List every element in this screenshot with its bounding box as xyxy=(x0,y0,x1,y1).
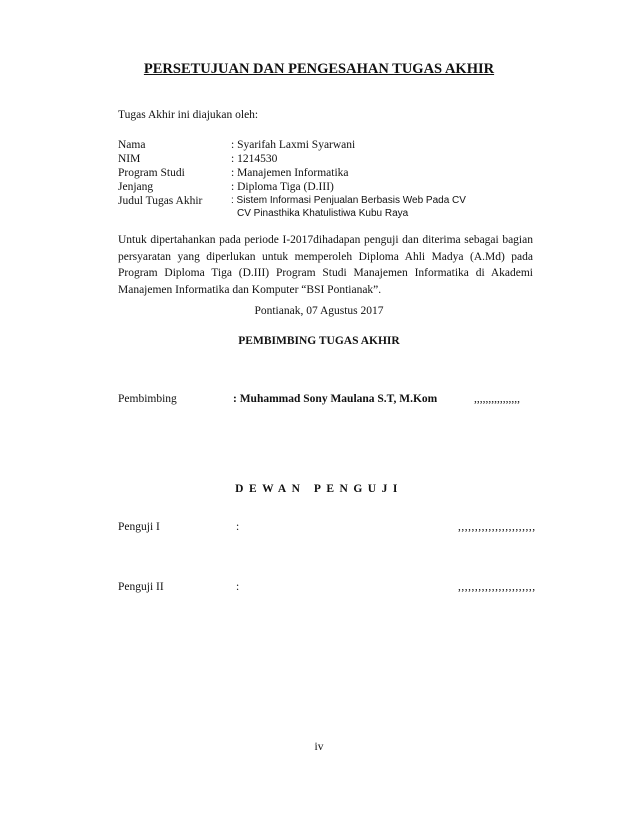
place-date: Pontianak, 07 Agustus 2017 xyxy=(254,305,384,317)
pembimbing-heading: PEMBIMBING TUGAS AKHIR xyxy=(238,335,400,347)
pembimbing-name: : Muhammad Sony Maulana S.T, M.Kom xyxy=(233,393,438,405)
field-label-nama: Nama xyxy=(118,139,146,151)
field-label-jenjang: Jenjang xyxy=(118,181,154,193)
intro-text: Tugas Akhir ini diajukan oleh: xyxy=(118,109,259,121)
field-value-nim: : 1214530 xyxy=(231,153,278,165)
pembimbing-signature-line: ,,,,,,,,,,,,,,,, xyxy=(474,393,520,405)
penguji-1-signature-line: ,,,,,,,,,,,,,,,,,,,,,,, xyxy=(458,521,536,533)
penguji-2-colon: : xyxy=(236,581,240,593)
penguji-1-colon: : xyxy=(236,521,240,533)
field-value-nama: : Syarifah Laxmi Syarwani xyxy=(231,139,356,151)
dewan-penguji-heading: DEWAN PENGUJI xyxy=(235,483,403,495)
pembimbing-label: Pembimbing xyxy=(118,393,177,405)
field-label-program-studi: Program Studi xyxy=(118,167,185,179)
body-paragraph: Untuk dipertahankan pada periode I-2017dihadapan penguji dan diterima sebagai bagian persyaratan yang diperlukan untuk memperoleh Diploma Ahli Madya (A.Md) pada Program Diploma Tiga (D.III) Program Studi Manajemen Informatika di Akademi Manajemen Informatika dan Komputer “BSI Pontianak”. xyxy=(118,234,533,297)
penguji-2-label: Penguji II xyxy=(118,581,164,593)
field-value-jenjang: : Diploma Tiga (D.III) xyxy=(231,181,334,193)
field-value-program-studi: : Manajemen Informatika xyxy=(231,167,349,179)
penguji-1-label: Penguji I xyxy=(118,521,160,533)
penguji-2-signature-line: ,,,,,,,,,,,,,,,,,,,,,,, xyxy=(458,581,536,593)
page-number: iv xyxy=(314,741,324,753)
field-value-judul-continued: CV Pinasthika Khatulistiwa Kubu Raya xyxy=(237,208,409,219)
page-title: PERSETUJUAN DAN PENGESAHAN TUGAS AKHIR xyxy=(143,61,495,77)
field-label-judul: Judul Tugas Akhir xyxy=(118,195,203,207)
field-value-judul: : Sistem Informasi Penjualan Berbasis Web Pada CV xyxy=(231,195,466,206)
field-label-nim: NIM xyxy=(118,153,141,165)
